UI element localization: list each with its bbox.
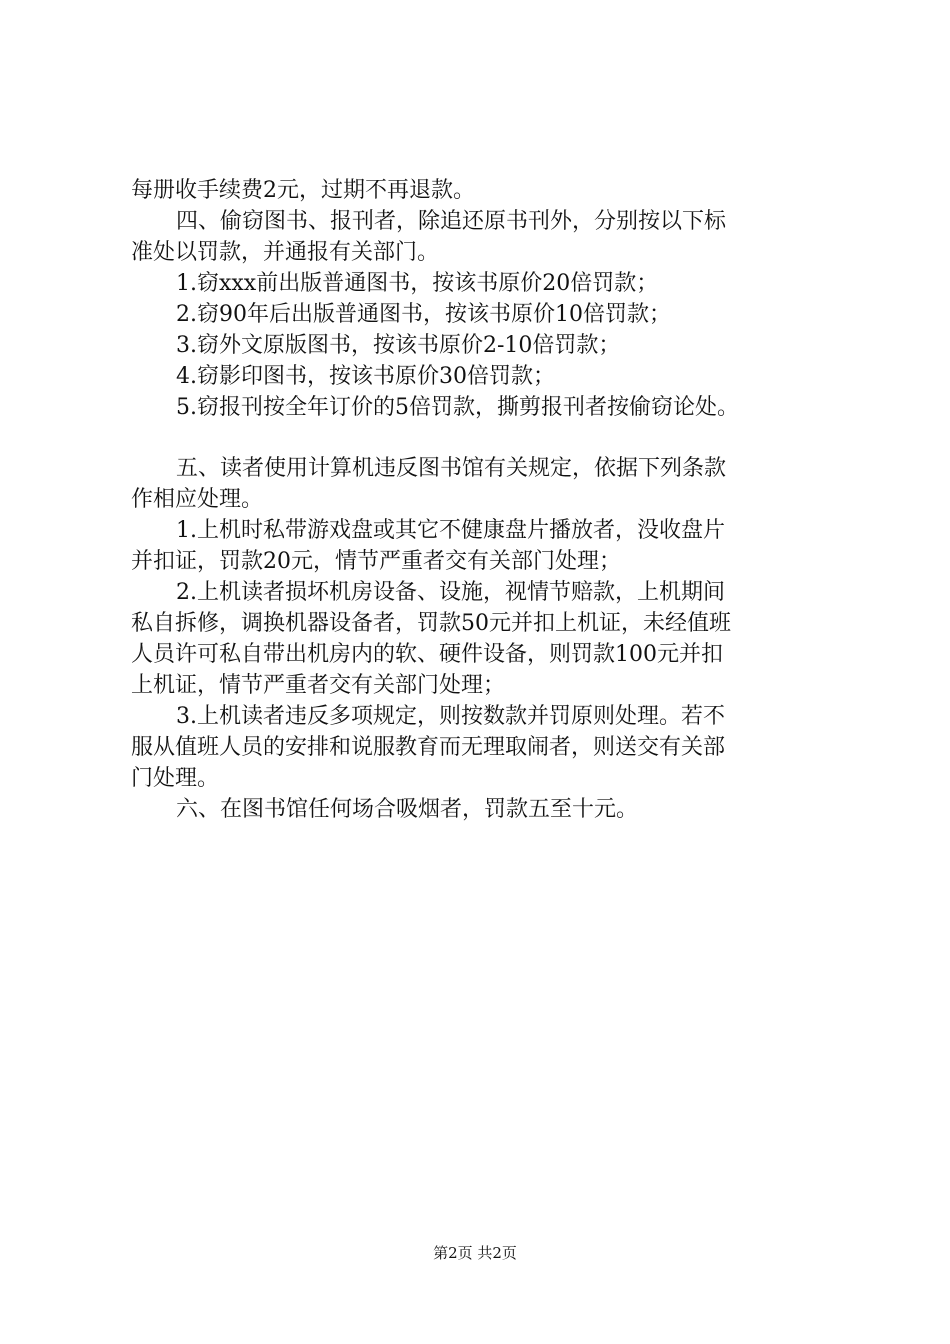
list-item: 4.窃影印图书，按该书原价30倍罚款；	[176, 364, 555, 389]
text-line: 作相应处理。	[131, 487, 264, 512]
list-item: 5.窃报刊按全年订价的5倍罚款，撕剪报刊者按偷窃论处。	[176, 395, 739, 420]
list-item: 1.上机时私带游戏盘或其它不健康盘片播放者，没收盘片	[176, 518, 725, 543]
text-line: 并扣证，罚款20元，情节严重者交有关部门处理；	[131, 549, 621, 574]
page-number-footer: 第2页 共2页	[433, 1244, 517, 1262]
list-item: 2.窃90年后出版普通图书，按该书原价10倍罚款；	[176, 302, 671, 327]
list-item: 2.上机读者损坏机房设备、设施，视情节赔款，上机期间	[176, 580, 725, 605]
section-heading-four: 四、偷窃图书、报刊者，除追还原书刊外，分别按以下标	[176, 209, 727, 234]
section-heading-six: 六、在图书馆任何场合吸烟者，罚款五至十元。	[176, 797, 639, 822]
text-line: 门处理。	[131, 766, 220, 791]
text-line: 上机证，情节严重者交有关部门处理；	[131, 673, 506, 698]
text-line: 私自拆修，调换机器设备者，罚款50元并扣上机证，未经值班	[131, 611, 731, 636]
section-heading-five: 五、读者使用计算机违反图书馆有关规定，依据下列条款	[176, 456, 727, 481]
text-line: 服从值班人员的安排和说服教育而无理取闹者，则送交有关部	[131, 735, 726, 760]
text-line: 准处以罚款，并通报有关部门。	[131, 240, 440, 265]
list-item: 1.窃xxx前出版普通图书，按该书原价20倍罚款；	[176, 271, 659, 296]
text-line: 每册收手续费2元，过期不再退款。	[131, 178, 475, 203]
text-line: 人员许可私自带出机房内的软、硬件设备，则罚款100元并扣	[131, 642, 723, 667]
list-item: 3.窃外文原版图书，按该书原价2-10倍罚款；	[176, 333, 621, 358]
list-item: 3.上机读者违反多项规定，则按数款并罚原则处理。若不	[176, 704, 725, 729]
